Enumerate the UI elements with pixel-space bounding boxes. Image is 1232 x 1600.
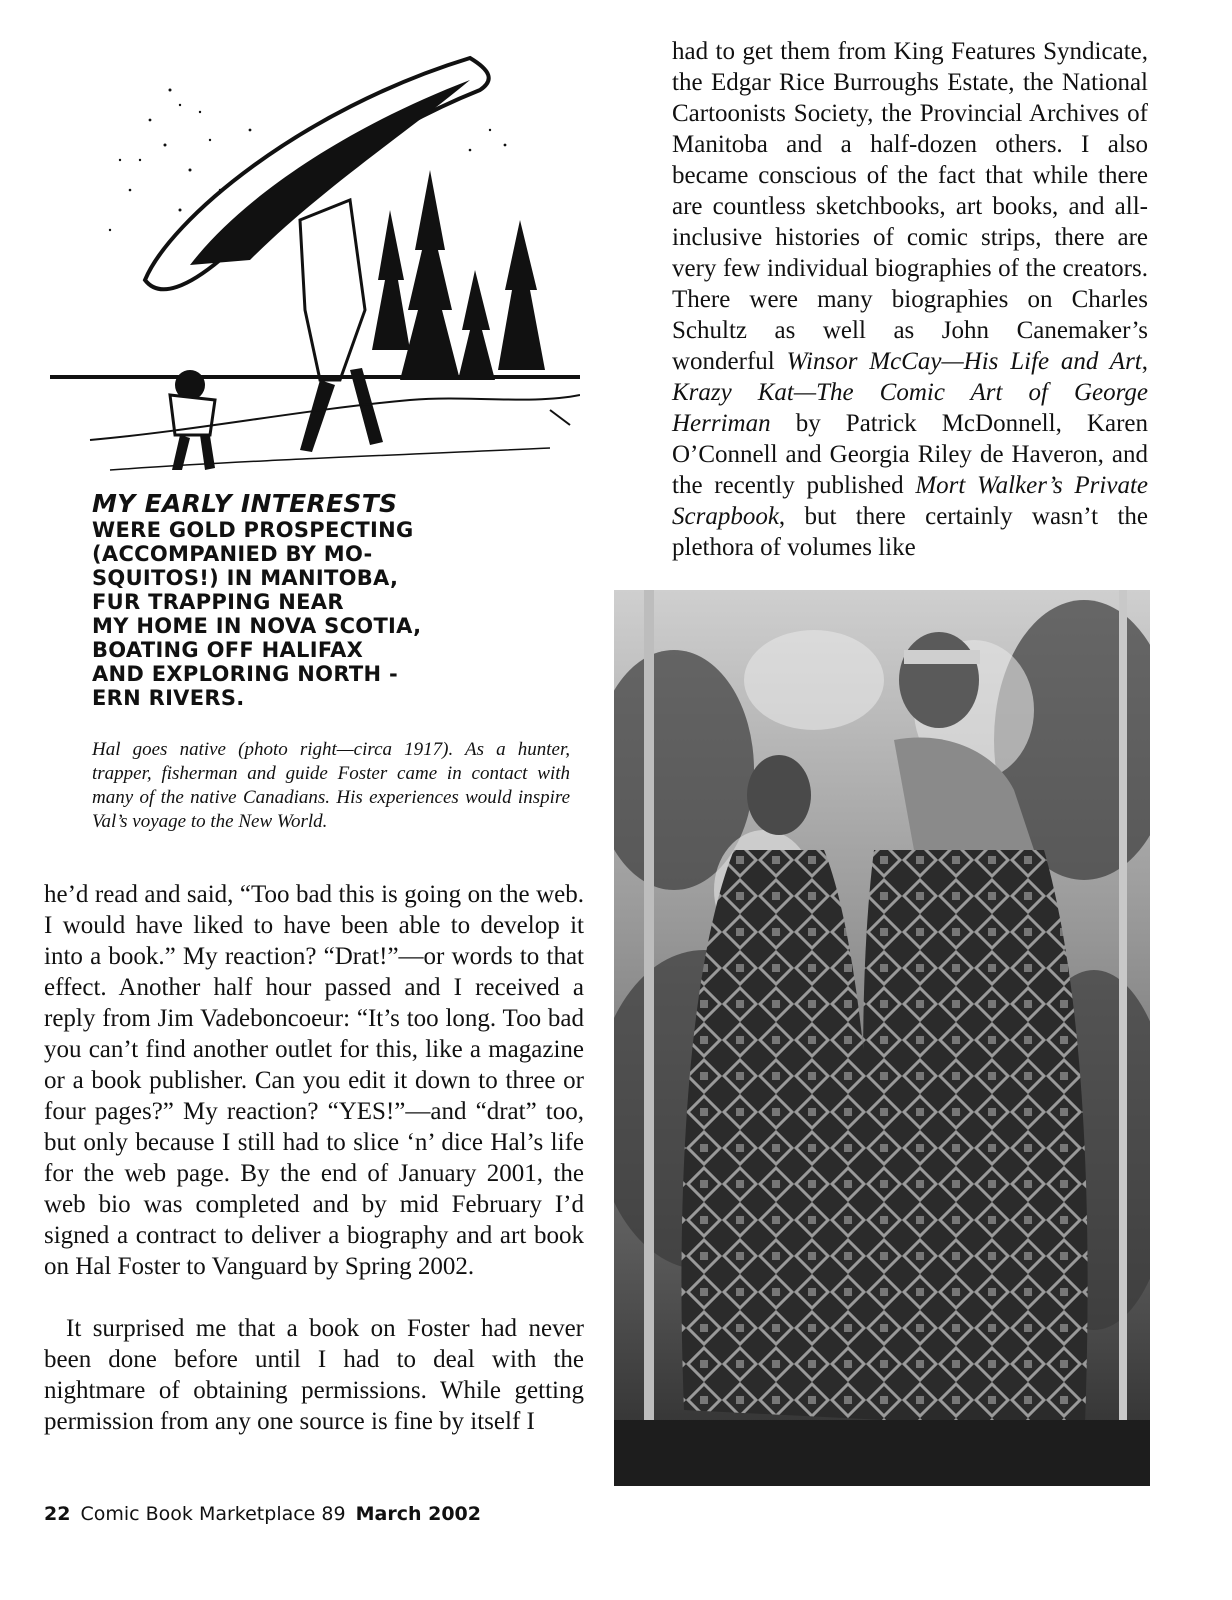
comic-caption-line: AND EXPLORING NORTH - [92, 662, 398, 686]
book-title: Mort Walker’s Private Scrapbook [672, 472, 1148, 530]
canoe-portage-illustration [50, 50, 580, 480]
publication-date: March 2002 [355, 1503, 481, 1525]
comic-caption-lead: MY EARLY INTERESTS [92, 489, 398, 518]
book-title: Krazy Kat—The Comic Art of George Herriman [672, 379, 1148, 437]
body-text-run: had to get them from King Features Syndicate, the Edgar Rice Burroughs Estate, the National Cartoonists Society, the Provincial Archives of Manitoba and a half-dozen others. I also became conscious of the fact that while there are countless sketchbooks, art books, and all-inclusive histories of comic strips, there are very few individual biographies of the creators. There were many biographies on Charles Schultz as well as John Canemaker’s wonderful [672, 38, 1148, 375]
body-paragraph: he’d read and said, “Too bad this is going on the web. I would have liked to have been able to develop it into a book.” My reaction? “Drat!”—or words to that effect. Another half hour passed and I received a reply from Jim Vadeboncoeur: “It’s too long. Too bad you can’t find another outlet for this, like a magazine or a book publisher. Can you edit it down to three or four pages?” My reaction? “YES!”—and “drat” too, but only because I still had to slice ‘n’ dice Hal’s life for the web page. By the end of January 2001, the web bio was completed and by mid February I’d signed a contract to deliver a biography and art book on Hal Foster to Vanguard by Spring 2002. [44, 881, 584, 1280]
comic-caption [92, 490, 422, 710]
page-footer [44, 1503, 481, 1525]
comic-caption-line: SQUITOS!) IN MANITOBA, [92, 566, 399, 590]
page-number: 22 [44, 1503, 71, 1525]
comic-caption-line: ERN RIVERS. [92, 686, 245, 710]
comic-caption-line: (ACCOMPANIED BY MO- [92, 542, 373, 566]
comic-caption-line: WERE GOLD PROSPECTING [92, 518, 414, 542]
comic-caption-line: FUR TRAPPING NEAR [92, 590, 344, 614]
historical-photo [614, 590, 1150, 1486]
comic-caption-line: MY HOME IN NOVA SCOTIA, [92, 614, 422, 638]
body-text-run: by Patrick McDonnell, Karen O’Connell and Georgia Riley de Haveron, and the recently published [672, 410, 1148, 499]
body-paragraph [672, 36, 1148, 563]
left-column [44, 879, 584, 1437]
photo-caption: Hal goes native (photo right—circa 1917). As a hunter, trapper, fisherman and guide Foster came in contact with many of the native Canadians. His experiences would inspire Val’s voyage to the New World. [92, 739, 570, 832]
publication-name: Comic Book Marketplace 89 [80, 1503, 346, 1525]
book-title: Winsor McCay—His Life and Art [786, 348, 1142, 375]
right-column [672, 36, 1148, 563]
body-text-run: , but there certainly wasn’t the plethora of volumes like [672, 503, 1148, 561]
body-paragraph: It surprised me that a book on Foster had never been done before until I had to deal with the nightmare of obtaining permissions. While getting permission from any one source is fine by itself I [44, 1315, 584, 1435]
body-text-run: , [1141, 348, 1149, 375]
comic-caption-line: BOATING OFF HALIFAX [92, 638, 364, 662]
